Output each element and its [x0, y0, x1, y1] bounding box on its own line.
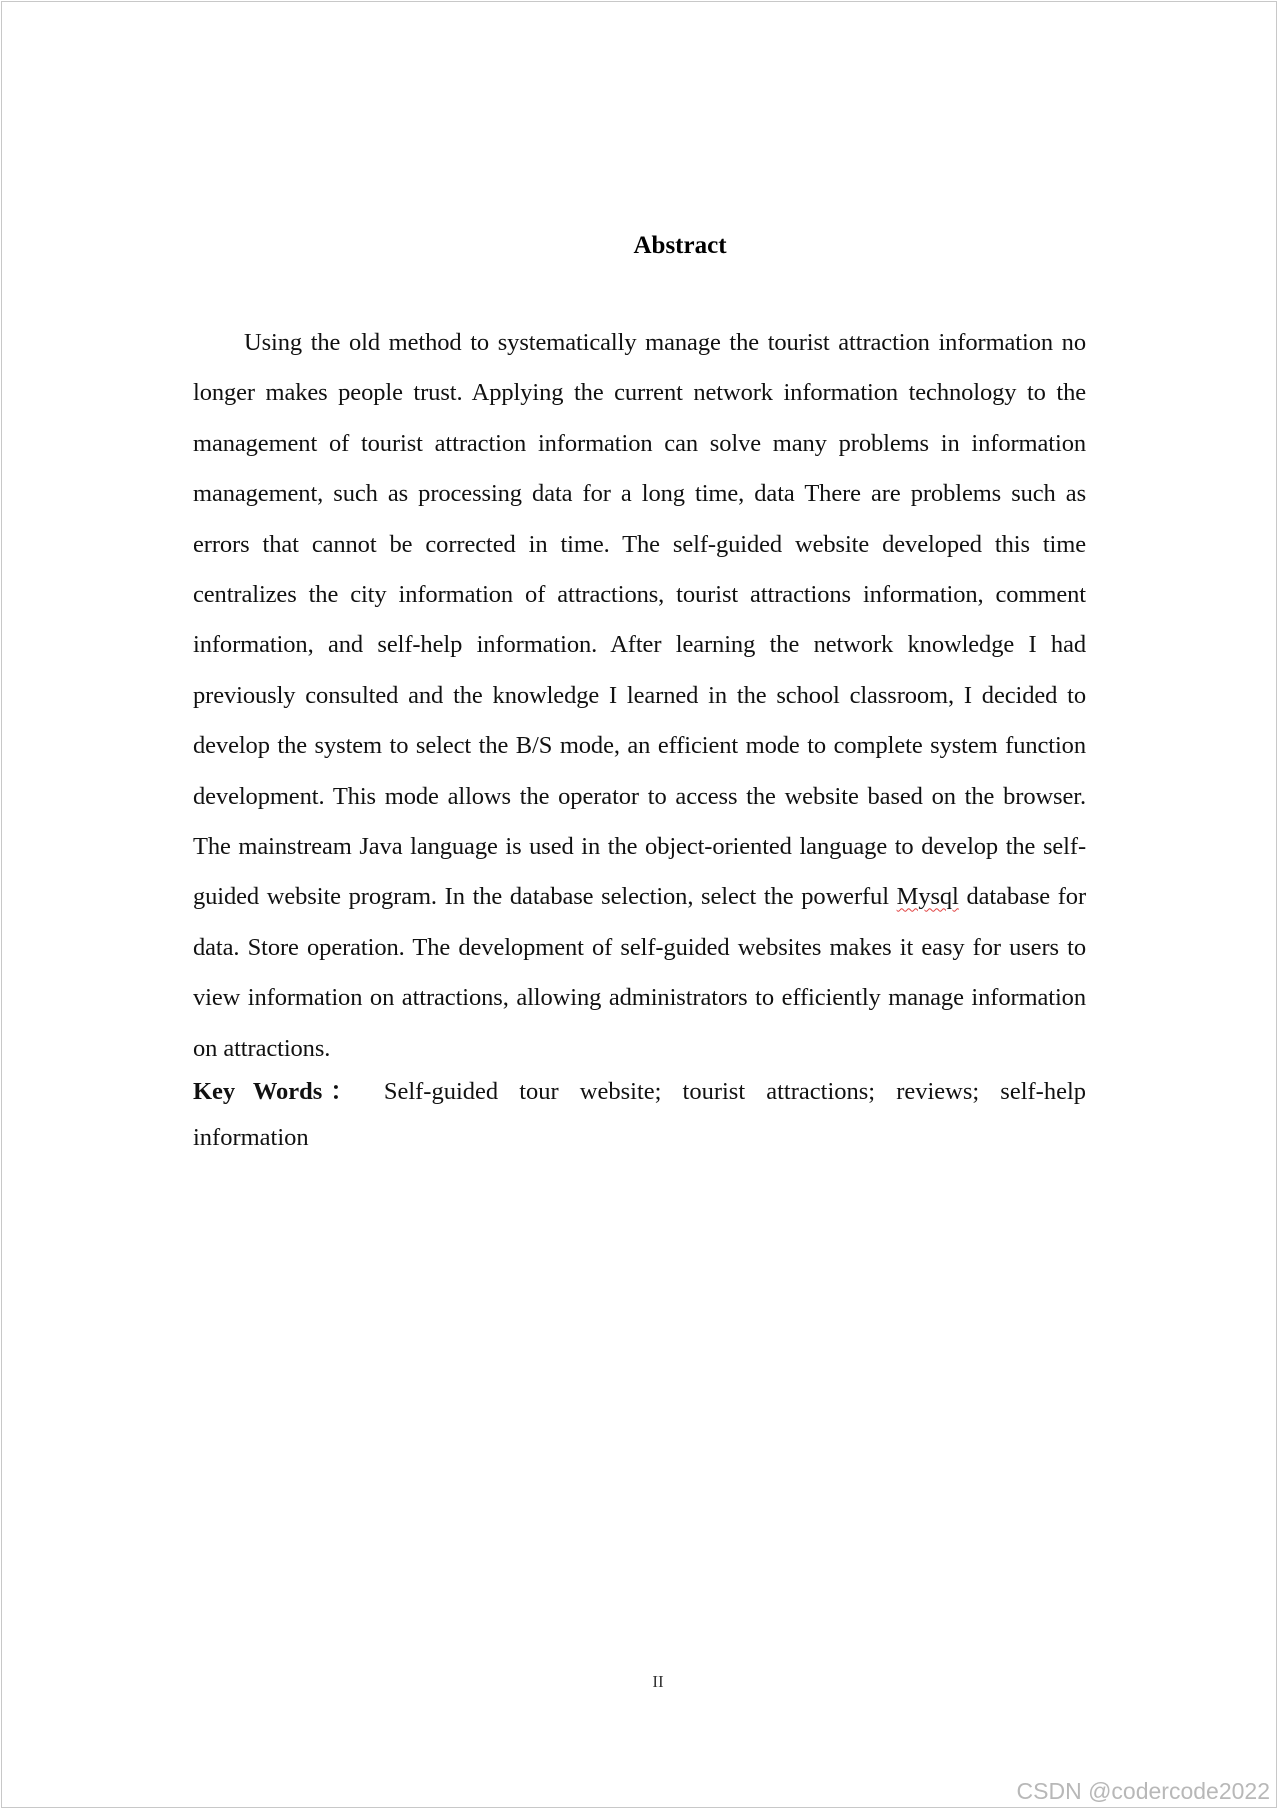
- abstract-text-part1: Using the old method to systematically manage the tourist attraction information no longer makes people trust. Applying the current network information technology to the management of tourist attraction information can solve many problems in information management, such as processing data for a long time, data There are problems such as errors that cannot be corrected in time. The self-guided website developed this time centralizes the city information of attractions, tourist attractions information, comment information, and self-help information. After learning the network knowledge I had previously consulted and the knowledge I learned in the school classroom, I decided to develop the system to select the B/S mode, an efficient mode to complete system function development. This mode allows the operator to access the website based on the browser. The mainstream Java language is used in the object-oriented language to develop the self-guided website program. In the database selection, select the powerful: [193, 329, 1086, 911]
- watermark: CSDN @codercode2022: [1016, 1778, 1270, 1804]
- keywords-line: [193, 1069, 1086, 1161]
- page-number: II: [652, 1672, 664, 1691]
- spellcheck-flagged-word[interactable]: Mysql: [896, 883, 959, 911]
- abstract-text-part2: database for data. Store operation. The development of self-guided websites makes it easy for users to view information on attractions, allowing administrators to efficiently manage information on attractions.: [193, 883, 1087, 1062]
- abstract-paragraph: [193, 318, 1086, 1074]
- keywords-label: Key Words：: [193, 1078, 363, 1105]
- keywords-text: Self-guided tour website; tourist attractions; reviews; self-help information: [193, 1078, 1087, 1151]
- abstract-title: Abstract: [633, 232, 727, 259]
